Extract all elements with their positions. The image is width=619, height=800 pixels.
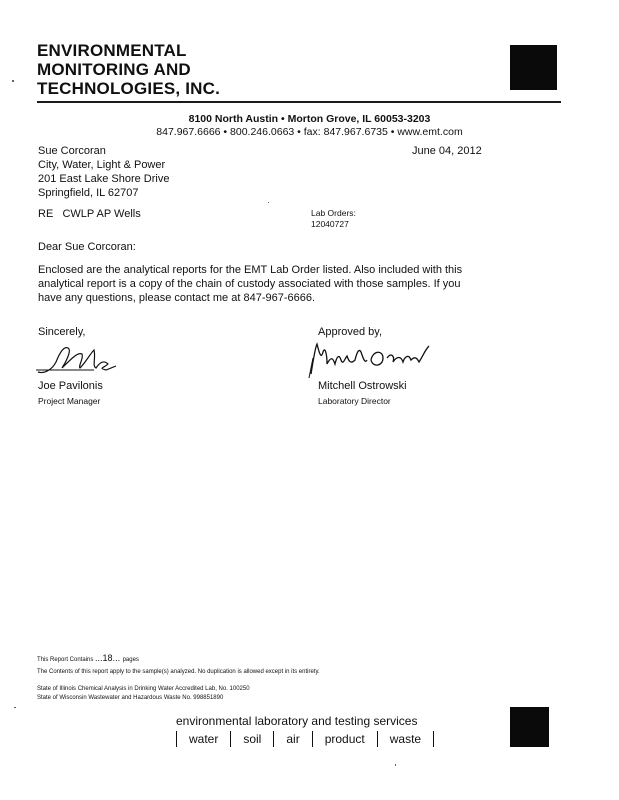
- page-count-value: 18: [102, 653, 113, 663]
- signature-left: [34, 340, 124, 380]
- closing-right-label: Approved by,: [318, 326, 383, 338]
- closing-left-name: Joe Pavilonis: [38, 380, 103, 392]
- header-rule: [37, 101, 561, 103]
- services-tagline: environmental laboratory and testing services: [176, 714, 418, 728]
- scan-speck: [395, 764, 396, 766]
- service-item: air: [273, 731, 311, 747]
- body-line: have any questions, please contact me at 847-967-6666.: [38, 292, 316, 304]
- lab-orders-value: 12040727: [311, 219, 349, 229]
- report-page-count: This Report Contains ...18... pages: [37, 653, 139, 663]
- service-item: waste: [377, 731, 434, 747]
- recipient-street: 201 East Lake Shore Drive: [38, 173, 170, 185]
- service-item: water: [176, 731, 230, 747]
- report-disclaimer: The Contents of this report apply to the sample(s) analyzed. No duplication is allowed except in its entirety.: [37, 669, 320, 675]
- service-item: product: [312, 731, 377, 747]
- signature-right: [305, 338, 435, 380]
- recipient-name: Sue Corcoran: [38, 145, 106, 157]
- company-name: [37, 41, 220, 98]
- company-name-line3: TECHNOLOGIES, INC.: [37, 79, 221, 98]
- company-name-line1: ENVIRONMENTAL: [37, 41, 187, 60]
- services-list: [176, 731, 434, 747]
- logo-block-bottom: [510, 707, 549, 747]
- scan-speck: [14, 707, 16, 708]
- report-contains-prefix: This Report Contains: [37, 657, 94, 663]
- body-line: Enclosed are the analytical reports for the EMT Lab Order listed. Also included with this: [38, 264, 463, 276]
- company-address: 8100 North Austin • Morton Grove, IL 60053-3203: [188, 113, 431, 125]
- re-line: [38, 207, 141, 221]
- letter-date: June 04, 2012: [412, 145, 482, 157]
- certification-wisconsin: State of Wisconsin Wastewater and Hazardous Waste No. 998851890: [37, 695, 224, 701]
- scan-speck: [12, 80, 14, 82]
- recipient-org: City, Water, Light & Power: [38, 159, 166, 171]
- re-label: RE: [38, 208, 54, 220]
- letter-body: [38, 263, 498, 305]
- company-name-line2: MONITORING AND: [37, 60, 191, 79]
- company-contact: 847.967.6666 • 800.246.0663 • fax: 847.967.6735 • www.emt.com: [156, 126, 463, 138]
- salutation: Dear Sue Corcoran:: [38, 241, 136, 253]
- closing-left-title: Project Manager: [38, 396, 101, 406]
- lab-orders: [311, 208, 356, 230]
- recipient-city: Springfield, IL 62707: [38, 187, 139, 199]
- service-item: soil: [230, 731, 273, 747]
- closing-left-label: Sincerely,: [38, 326, 86, 338]
- scan-speck: [268, 202, 269, 203]
- re-value: CWLP AP Wells: [62, 208, 141, 220]
- body-line: analytical report is a copy of the chain of custody associated with those samples. If you: [38, 278, 461, 290]
- lab-orders-label: Lab Orders:: [311, 208, 356, 218]
- closing-right-title: Laboratory Director: [318, 396, 391, 406]
- recipient-block: [38, 144, 169, 200]
- certification-illinois: State of Illinois Chemical Analysis in Drinking Water Accredited Lab, No. 100250: [37, 686, 250, 692]
- closing-right-name: Mitchell Ostrowski: [318, 380, 407, 392]
- logo-block-top: [510, 45, 557, 90]
- report-contains-suffix: pages: [122, 657, 139, 663]
